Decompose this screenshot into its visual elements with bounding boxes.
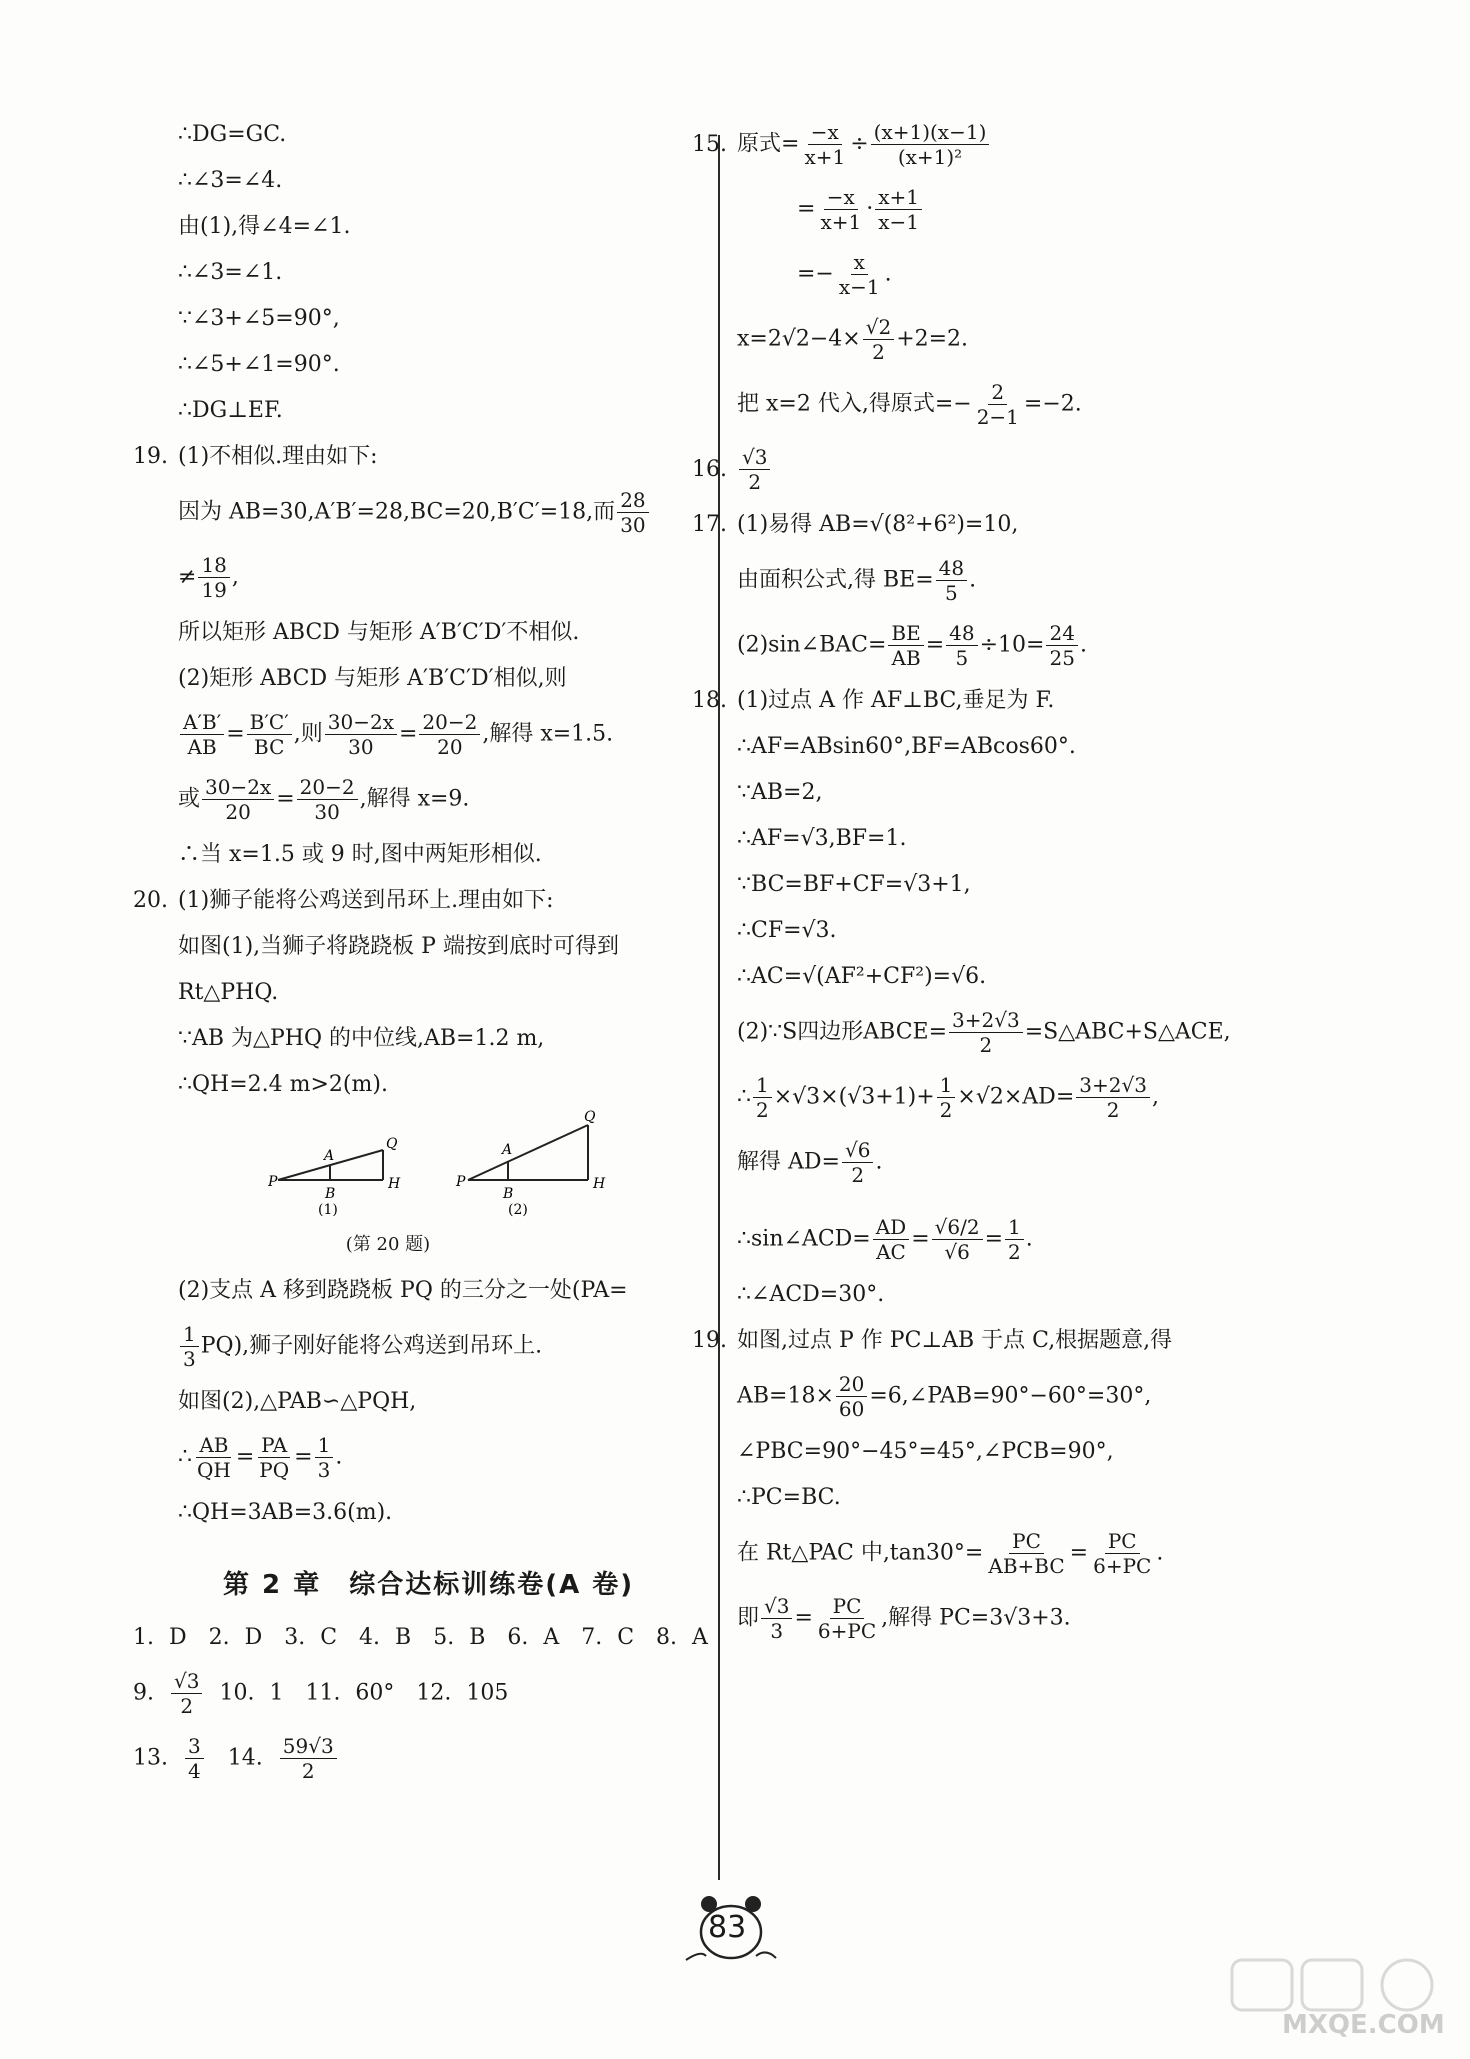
- fraction: [932, 1215, 983, 1264]
- label-b: B: [503, 1186, 514, 1202]
- text-span: AB=18×: [737, 1383, 834, 1409]
- fraction: [937, 1073, 956, 1122]
- label-a: A: [324, 1148, 335, 1164]
- fraction: [171, 1669, 202, 1718]
- text-span: (1)易得 AB=√(8²+6²)=10,: [737, 512, 1019, 537]
- text-span: 10. 1 11. 60° 12. 105: [219, 1680, 509, 1706]
- numerator: 48: [946, 621, 977, 646]
- numerator: √3: [739, 445, 770, 470]
- right-column: [692, 120, 1337, 1643]
- text-span: =−2.: [1023, 391, 1082, 417]
- text-line: 由面积公式,得 BE= $\frac{48}{5}$ .: [737, 556, 977, 605]
- text-line: 如图(2),△PAB∽△PQH,: [178, 1389, 417, 1414]
- fraction: [985, 1529, 1067, 1578]
- text-line: ∵AB=2,: [737, 780, 823, 805]
- fraction: [739, 445, 770, 494]
- fraction: [873, 1215, 909, 1264]
- denominator: PQ: [259, 1458, 290, 1482]
- question-number: 14.: [227, 1745, 263, 1771]
- text-line: ∠PBC=90°−45°=45°,∠PCB=90°,: [737, 1439, 1114, 1464]
- label-p: P: [268, 1174, 278, 1190]
- denominator: x−1: [878, 210, 919, 234]
- question-17: [692, 510, 1337, 540]
- denominator: 30: [314, 800, 340, 824]
- numerator: 1: [753, 1073, 772, 1098]
- numerator: 18: [198, 553, 229, 578]
- text-line: 或 $\frac{30-2x}{20}$ = $\frac{20-2}{30}$ ,解得 x=9.: [178, 775, 470, 824]
- text-line: ∴ $\frac{AB}{QH}$ = $\frac{PA}{PQ}$ = $\frac{1}{3}$ .: [178, 1433, 343, 1482]
- fraction: [871, 120, 990, 169]
- text-line: Rt△PHQ.: [178, 980, 279, 1005]
- text-line: (1)狮子能将公鸡送到吊环上.理由如下:: [178, 888, 554, 913]
- numerator: 20−2: [419, 710, 480, 735]
- page-number: 83: [708, 1910, 747, 1945]
- text-line: 在 Rt△PAC 中,tan30°= $\frac{PC}{AB+BC}$ = $\frac{PC}{6+PC}$ .: [737, 1529, 1164, 1578]
- numerator: B′C′: [247, 710, 292, 735]
- text-line: ∴DG=GC.: [178, 122, 287, 147]
- page-number-badge: [676, 1890, 786, 1970]
- answers-13-14: [133, 1734, 708, 1783]
- denominator: 2: [756, 1098, 769, 1122]
- text-span: (2)∵S四边形ABCE=: [737, 1019, 948, 1045]
- fraction: [194, 1433, 234, 1482]
- fraction: [1090, 1529, 1154, 1578]
- numerator: 3+2√3: [949, 1008, 1023, 1033]
- text-line: 即 $\frac{√3}{3}$ = $\frac{PC}{6+PC}$ ,解得 PC=3√3+3.: [737, 1594, 1071, 1643]
- numerator: 20: [836, 1372, 867, 1397]
- denominator: 60: [838, 1397, 865, 1421]
- question-16: [692, 445, 1337, 494]
- denominator: 2: [979, 1033, 993, 1057]
- question-number: 19.: [692, 1328, 727, 1353]
- numerator: 59√3: [280, 1734, 337, 1759]
- numerator: 1: [937, 1073, 956, 1098]
- text-line: 由(1),得∠4=∠1.: [178, 214, 351, 239]
- fraction: [753, 1073, 772, 1122]
- text-line: ∴QH=3AB=3.6(m).: [178, 1500, 393, 1525]
- fraction: [836, 250, 883, 299]
- numerator: (x+1)(x−1): [871, 120, 990, 145]
- text-line: [737, 315, 1337, 364]
- numerator: √3: [761, 1594, 792, 1619]
- fraction: [1076, 1073, 1150, 1122]
- text-span: ,解得 x=1.5.: [482, 721, 614, 747]
- text-line: ∵BC=BF+CF=√3+1,: [737, 872, 971, 897]
- denominator: 4: [188, 1759, 201, 1783]
- text-line: 所以矩形 ABCD 与矩形 A′B′C′D′不相似.: [178, 620, 580, 645]
- fraction: [936, 556, 967, 605]
- text-span: 原式=: [737, 131, 800, 157]
- text-line: ∴QH=2.4 m>2(m).: [178, 1072, 388, 1097]
- denominator: x+1: [820, 210, 862, 234]
- text-span: ÷10=: [979, 632, 1045, 658]
- denominator: 2: [748, 470, 762, 494]
- seesaw-figure: [268, 1110, 648, 1230]
- denominator: 2−1: [976, 405, 1019, 429]
- denominator: x+1: [804, 145, 846, 169]
- text-line: = $\frac{-x}{x+1}$ · $\frac{x+1}{x-1}$: [737, 185, 1337, 234]
- text-line: ∴AC=√(AF²+CF²)=√6.: [737, 964, 987, 989]
- text-line: [178, 488, 708, 537]
- denominator: QH: [197, 1458, 231, 1482]
- fraction: [198, 553, 229, 602]
- operator: ÷: [850, 131, 869, 157]
- question-20: [133, 886, 708, 916]
- denominator: 25: [1049, 646, 1075, 670]
- numerator: A′B′: [180, 710, 224, 735]
- figure-caption: (第 20 题): [345, 1234, 431, 1255]
- text-span: x=2√2−4×: [737, 326, 861, 352]
- text-line: ∴sin∠ACD= $\frac{AD}{AC}$ = $\frac{√6/2}{√6}$ = $\frac{1}{2}$ .: [737, 1215, 1033, 1264]
- denominator: 20: [225, 800, 251, 824]
- text-line: ∴AF=√3,BF=1.: [737, 826, 907, 851]
- fraction: [888, 621, 923, 670]
- denominator: AC: [876, 1240, 906, 1264]
- numerator: PC: [830, 1594, 865, 1619]
- numerator: 28: [617, 488, 648, 513]
- text-line: =− $\frac{x}{x-1}$ .: [797, 250, 892, 299]
- chapter-title: 第 2 章 综合达标训练卷(A 卷): [223, 1570, 635, 1600]
- numerator: 3: [185, 1734, 204, 1759]
- text-line: [737, 1008, 1337, 1057]
- fraction: [315, 1433, 334, 1482]
- denominator: 2: [180, 1694, 194, 1718]
- text-line: ∴ $\frac{1}{2}$ ×√3×(√3+1)+ $\frac{1}{2}$ ×√2×AD= $\frac{3+2√3}{2}$ ,: [737, 1073, 1159, 1122]
- fraction: [185, 1734, 204, 1783]
- label-b: B: [325, 1186, 336, 1202]
- label-fig-2: (2): [508, 1202, 528, 1218]
- text-span: 解得 AD=: [737, 1149, 840, 1175]
- numerator: AD: [873, 1215, 909, 1240]
- denominator: 2: [1106, 1098, 1120, 1122]
- text-line: (2)sin∠BAC= $\frac{BE}{AB}$ = $\frac{48}{5}$ ÷10= $\frac{24}{25}$ .: [737, 621, 1087, 670]
- answers-multiple-choice: 1. D 2. D 3. C 4. B 5. B 6. A 7. C 8. A: [133, 1625, 708, 1650]
- fraction: [617, 488, 648, 537]
- numerator: 20−2: [297, 775, 358, 800]
- numerator: 3+2√3: [1076, 1073, 1150, 1098]
- denominator: 6+PC: [817, 1619, 877, 1643]
- question-number: 13.: [133, 1745, 168, 1771]
- numerator: 24: [1046, 621, 1077, 646]
- numerator: −x: [808, 120, 842, 145]
- numerator: √2: [863, 315, 894, 340]
- text-span: PQ),狮子刚好能将公鸡送到吊环上.: [200, 1333, 543, 1359]
- text-span: 如图,过点 P 作 PC⊥AB 于点 C,根据题意,得: [737, 1328, 1173, 1353]
- figure-1: [268, 1136, 401, 1218]
- text-line: ≠ $\frac{18}{19}$ ,: [178, 553, 239, 602]
- figure-2: [455, 1110, 606, 1218]
- label-a: A: [502, 1142, 513, 1158]
- denominator: 3: [183, 1347, 196, 1371]
- text-line: ∵AB 为△PHQ 的中位线,AB=1.2 m,: [178, 1026, 545, 1051]
- fraction: [1005, 1215, 1024, 1264]
- label-h: H: [388, 1176, 401, 1192]
- label-q: Q: [584, 1110, 596, 1125]
- text-line: ∴∠3=∠4.: [178, 168, 283, 193]
- text-line: ∴DG⊥EF.: [178, 398, 283, 423]
- text-span: 在 Rt△PAC 中,tan30°=: [737, 1540, 984, 1566]
- fraction: [815, 1594, 879, 1643]
- question-number: 9.: [133, 1680, 154, 1706]
- text-span: (1)过点 A 作 AF⊥BC,垂足为 F.: [737, 688, 1055, 713]
- fraction: [761, 1594, 792, 1643]
- fraction: [297, 775, 358, 824]
- question-19-right: [692, 1326, 1337, 1356]
- text-span: ∴sin∠ACD=: [737, 1226, 871, 1252]
- label-q: Q: [386, 1136, 398, 1152]
- denominator: AB+BC: [988, 1554, 1065, 1578]
- text-line: ∵∠3+∠5=90°,: [178, 306, 340, 331]
- denominator: 2: [851, 1163, 865, 1187]
- text-span: 因为 AB=30,A′B′=28,BC=20,B′C′=18,而: [178, 499, 616, 525]
- text-span: 由面积公式,得 BE=: [737, 567, 934, 593]
- question-19: [133, 442, 708, 472]
- denominator: √6: [944, 1240, 970, 1264]
- denominator: AB: [187, 735, 217, 759]
- denominator: BC: [254, 735, 285, 759]
- denominator: 3: [770, 1619, 784, 1643]
- text-line: (2)矩形 ABCD 与矩形 A′B′C′D′相似,则: [178, 666, 567, 691]
- label-p: P: [456, 1174, 466, 1190]
- numerator: 1: [180, 1322, 199, 1347]
- question-18: [692, 686, 1337, 716]
- text-line: (2)支点 A 移到跷跷板 PQ 的三分之一处(PA=: [178, 1278, 628, 1303]
- fraction: [974, 380, 1022, 429]
- label-h: H: [593, 1176, 606, 1192]
- numerator: PC: [1009, 1529, 1044, 1554]
- text-line: ∴AF=ABsin60°,BF=ABcos60°.: [737, 734, 1076, 759]
- denominator: 2: [939, 1098, 953, 1122]
- text-span: (2)sin∠BAC=: [737, 632, 887, 658]
- text-span: 把 x=2 代入,得原式=−: [737, 391, 972, 417]
- label-fig-1: (1): [318, 1202, 338, 1218]
- segment-pq: [468, 1125, 588, 1180]
- denominator: 3: [317, 1458, 331, 1482]
- numerator: √6/2: [932, 1215, 983, 1240]
- fraction: [1046, 621, 1077, 670]
- denominator: 19: [201, 578, 227, 602]
- denominator: 6+PC: [1093, 1554, 1152, 1578]
- question-number: 17.: [692, 512, 727, 537]
- text-span: +2=2.: [896, 326, 969, 352]
- numerator: −x: [824, 185, 858, 210]
- numerator: 48: [936, 556, 967, 581]
- text-line: ∴∠5+∠1=90°.: [178, 352, 340, 377]
- fraction: [836, 1372, 867, 1421]
- fraction: [419, 710, 480, 759]
- text-line: ∴∠3=∠1.: [178, 260, 283, 285]
- denominator: 5: [945, 581, 958, 605]
- text-span: =S△ABC+S△ACE,: [1024, 1019, 1231, 1045]
- denominator: 30: [348, 735, 374, 759]
- denominator: 20: [437, 735, 463, 759]
- denominator: (x+1)²: [897, 145, 963, 169]
- text-line: ∴PC=BC.: [737, 1485, 841, 1510]
- text-line: ∴当 x=1.5 或 9 时,图中两矩形相似.: [178, 842, 542, 867]
- left-column: [133, 120, 708, 1783]
- text-span: ×√3×(√3+1)+: [773, 1084, 935, 1110]
- numerator: 2: [988, 380, 1007, 405]
- fraction: [256, 1433, 292, 1482]
- text-span: ,解得 PC=3√3+3.: [881, 1605, 1071, 1631]
- answers-9-12: [133, 1669, 708, 1718]
- fraction: [180, 710, 224, 759]
- fraction: [247, 710, 292, 759]
- denominator: 2: [872, 340, 885, 364]
- fraction: [842, 1138, 873, 1187]
- text-span: ,解得 x=9.: [359, 786, 470, 812]
- numerator: √6: [842, 1138, 873, 1163]
- question-number: 16.: [692, 456, 727, 482]
- fraction: [202, 775, 274, 824]
- fraction: [875, 185, 922, 234]
- numerator: x+1: [875, 185, 922, 210]
- text-span: 即: [737, 1605, 760, 1631]
- numerator: 1: [315, 1433, 334, 1458]
- denominator: 30: [620, 513, 646, 537]
- text-line: 如图(1),当狮子将跷跷板 P 端按到底时可得到: [178, 934, 619, 959]
- column-divider: [718, 135, 720, 1880]
- text-line: $\frac{A'B'}{AB}$ = $\frac{B'C'}{BC}$ ,则 $\frac{30-2x}{30}$ = $\frac{20-2}{20}$ ,解得 x=1.5.: [178, 710, 708, 759]
- denominator: 2: [1008, 1240, 1021, 1264]
- fraction: [863, 315, 894, 364]
- text-line: (1)不相似.理由如下:: [178, 444, 378, 469]
- fraction: [801, 120, 848, 169]
- text-line: ∴∠ACD=30°.: [737, 1282, 885, 1307]
- watermark-text: MXQE.COM: [1282, 2010, 1445, 2040]
- fraction: [946, 621, 977, 670]
- text-line: 解得 AD= $\frac{√6}{2}$ .: [737, 1138, 883, 1187]
- text-line: [737, 380, 1337, 429]
- denominator: 2: [301, 1759, 315, 1783]
- numerator: PC: [1105, 1529, 1140, 1554]
- fraction: [280, 1734, 337, 1783]
- text-line: ∴CF=√3.: [737, 918, 837, 943]
- numerator: x: [851, 250, 868, 275]
- text-span: ×√2×AD=: [957, 1084, 1075, 1110]
- text-span: =6,∠PAB=90°−60°=30°,: [869, 1383, 1152, 1409]
- fraction: [180, 1322, 199, 1371]
- numerator: 1: [1005, 1215, 1024, 1240]
- fraction: [949, 1008, 1023, 1057]
- numerator: √3: [171, 1669, 202, 1694]
- fraction: [817, 185, 864, 234]
- question-number: 19.: [133, 444, 168, 469]
- question-number: 20.: [133, 888, 168, 913]
- numerator: 30−2x: [202, 775, 274, 800]
- numerator: AB: [196, 1433, 231, 1458]
- denominator: x−1: [838, 275, 880, 299]
- denominator: AB: [891, 646, 921, 670]
- question-number: 18.: [692, 688, 727, 713]
- question-number: 15.: [692, 131, 727, 157]
- text-line: [737, 1372, 1337, 1421]
- denominator: 5: [955, 646, 969, 670]
- watermark: [1222, 1955, 1452, 2045]
- numerator: BE: [888, 621, 923, 646]
- question-15: [692, 120, 1337, 169]
- text-line: [178, 1322, 708, 1371]
- fraction: [325, 710, 397, 759]
- numerator: PA: [258, 1433, 290, 1458]
- numerator: 30−2x: [325, 710, 397, 735]
